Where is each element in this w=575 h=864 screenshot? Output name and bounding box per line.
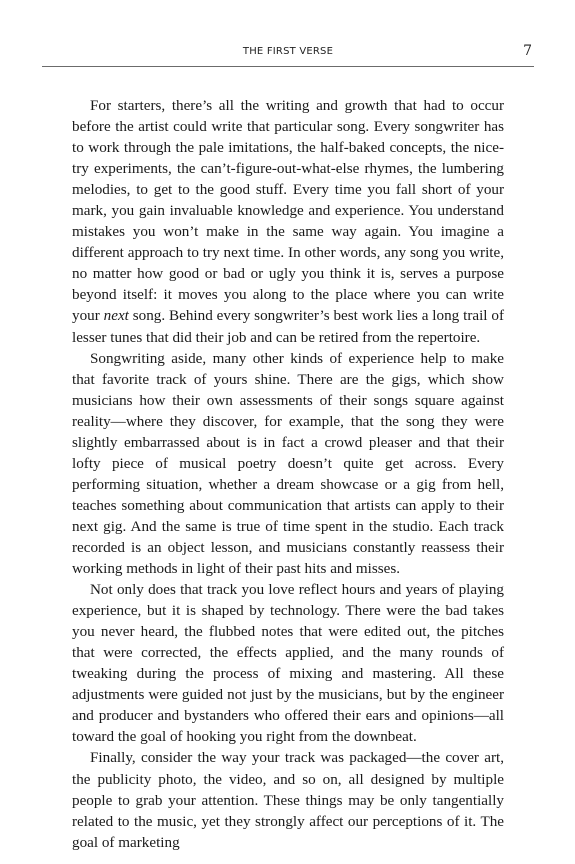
body-text <box>72 95 504 853</box>
paragraph-1 <box>72 95 504 348</box>
paragraph-2: Songwriting aside, many other kinds of experience help to make that favorite track of yours shine. There are the gigs, which show musicians how their own assessments of their songs square against reality—where they discover, for example, that the song they were slightly embarrassed about is in fact a crowd pleaser and that their lofty piece of musical poetry doesn’t quite get across. Every performing situation, whether a dream showcase or a gig from hell, teaches something about communication that artists can apply to their next gig. And the same is true of time spent in the studio. Each track recorded is an object lesson, and musicians constantly reassess their working methods in light of their past hits and misses. <box>72 349 504 578</box>
running-title: THE FIRST VERSE <box>242 46 334 57</box>
page-number: 7 <box>523 43 532 59</box>
paragraph-3: Not only does that track you love reflect hours and years of playing experience, but it is shaped by technology. There were the bad takes you never heard, the flubbed notes that were edited out, the pitches that were corrected, the effects applied, and the many rounds of tweaking during the process of mixing and mastering. All these adjustments were guided not just by the musicians, but by the engineer and producer and bystanders who offered their ears and opinions—all toward the goal of hooking you right from the downbeat. <box>72 581 504 746</box>
paragraph-1-text-after: song. Behind every songwriter’s best work lies a long trail of lesser tunes that did their job and can be retired from the repertoire. <box>72 307 504 346</box>
paragraph-1-emphasis: next <box>103 307 129 325</box>
running-header <box>42 44 534 67</box>
paragraph-4: Finally, consider the way your track was packaged—the cover art, the publicity photo, the video, and so on, all designed by multiple people to grab your attention. These things may be only tangentially related to the music, yet they strongly affect our perceptions of it. The goal of marketing <box>72 749 504 851</box>
paragraph-1-text-before: For starters, there’s all the writing and growth that had to occur before the artist could write that particular song. Every songwriter has to work through the pale imitations, the half-baked concepts, the nice-try experiments, the can’t-figure-out-what-else rhymes, the lumbering melodies, to get to the good stuff. Every time you fall short of your mark, you gain invaluable knowledge and experience. You understand mistakes you won’t make in the same way again. You imagine a different approach to try next time. In other words, any song you write, no matter how good or bad or ugly you think it is, serves a purpose beyond itself: it moves you along to the place where you can write your <box>72 97 504 325</box>
